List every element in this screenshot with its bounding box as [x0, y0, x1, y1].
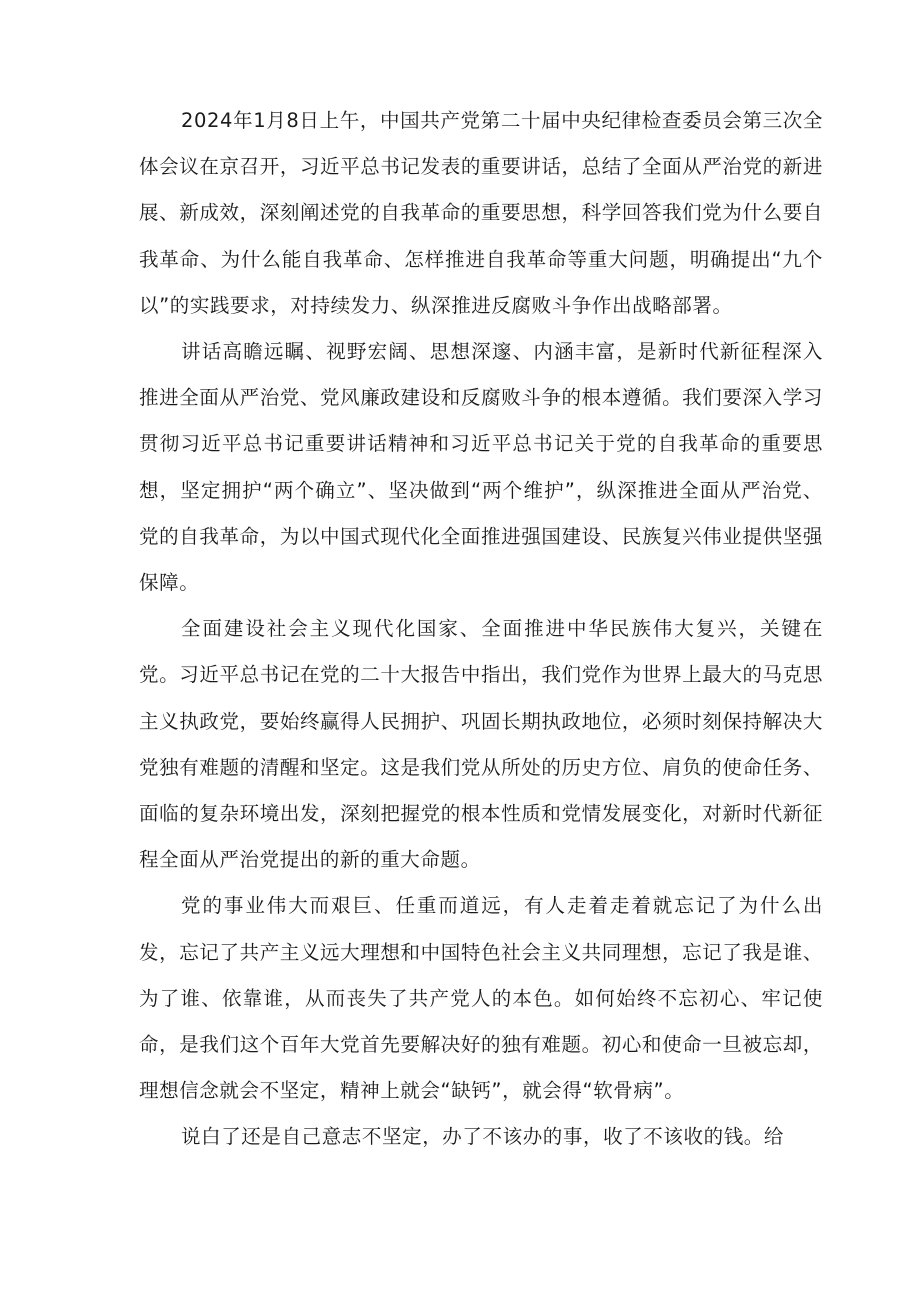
paragraph-1: 2024年1月8日上午，中国共产党第二十届中央纪律检查委员会第三次全体会议在京召开，习近平总书记发表的重要讲话，总结了全面从严治党的新进展、新成效，深刻阐述党的自我革命的重要思想，科学回答我们党为什么要自我革命、为什么能自我革命、怎样推进自我革命等重大问题，明确提出“九个以”的实践要求，对持续发力、纵深推进反腐败斗争作出战略部署。 [139, 109, 823, 317]
paragraph-2: 讲话高瞻远瞩、视野宏阔、思想深邃、内涵丰富，是新时代新征程深入推进全面从严治党、党风廉政建设和反腐败斗争的根本遵循。我们要深入学习贯彻习近平总书记重要讲话精神和习近平总书记关于党的自我革命的重要思想，坚定拥护“两个确立”、坚决做到“两个维护”，纵深推进全面从严治党、党的自我革命，为以中国式现代化全面推进强国建设、民族复兴伟业提供坚强保障。 [139, 340, 823, 595]
document-body [139, 98, 823, 1161]
paragraph-5: 说白了还是自己意志不坚定，办了不该办的事，收了不该收的钱。给 [181, 1125, 785, 1149]
paragraph-3: 全面建设社会主义现代化国家、全面推进中华民族伟大复兴，关键在党。习近平总书记在党的二十大报告中指出，我们党作为世界上最大的马克思主义执政党，要始终赢得人民拥护、巩固长期执政地位，必须时刻保持解决大党独有难题的清醒和坚定。这是我们党从所处的历史方位、肩负的使命任务、面临的复杂环境出发，深刻把握党的根本性质和党情发展变化，对新时代新征程全面从严治党提出的新的重大命题。 [139, 617, 823, 872]
paragraph-4: 党的事业伟大而艰巨、任重而道远，有人走着走着就忘记了为什么出发，忘记了共产主义远大理想和中国特色社会主义共同理想，忘记了我是谁、为了谁、依靠谁，从而丧失了共产党人的本色。如何始终不忘初心、牢记使命，是我们这个百年大党首先要解决好的独有难题。初心和使命一旦被忘却，理想信念就会不坚定，精神上就会“缺钙”，就会得“软骨病”。 [139, 894, 823, 1103]
